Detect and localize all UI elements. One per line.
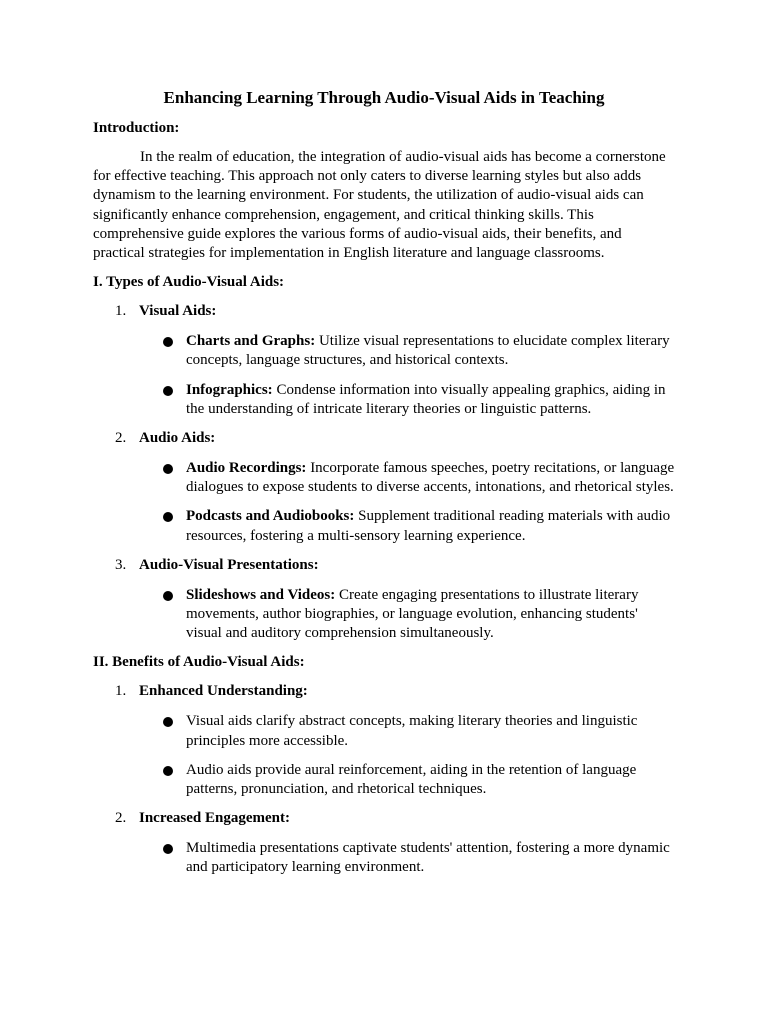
bullet-icon	[163, 591, 173, 601]
bullet-icon	[163, 337, 173, 347]
bullet-item	[139, 507, 675, 545]
bullet-title: Slideshows and Videos:	[186, 586, 336, 603]
document-title: Enhancing Learning Through Audio-Visual Aids in Teaching	[163, 88, 605, 107]
list-item-heading: Audio Aids:	[139, 430, 216, 447]
bullet-title: Podcasts and Audiobooks:	[186, 508, 355, 525]
bullet-icon	[163, 464, 173, 474]
bullet-icon	[163, 386, 173, 396]
bullet-list	[139, 839, 675, 877]
bullet-text: Multimedia presentations captivate students' attention, fostering a more dynamic and participatory learning environment.	[186, 840, 670, 876]
bullet-item	[139, 586, 675, 644]
bullet-text: Audio aids provide aural reinforcement, aiding in the retention of language patterns, pronunciation, and rhetorical techniques.	[186, 761, 637, 798]
bullet-text: Create engaging presentations to illustrate literary movements, author biographies, or language evolution, enhancing students' visual and auditory comprehension simultaneously.	[186, 586, 639, 642]
bullet-text: Condense information into visually appealing graphics, aiding in the understanding of intricate literary theories or linguistic patterns.	[186, 381, 666, 417]
intro-paragraph: In the realm of education, the integration of audio-visual aids has become a cornerstone for effective teaching. This approach not only caters to diverse learning styles but also adds dynamism to the learning environment. For students, the utilization of audio-visual aids can significantly enhance comprehension, engagement, and critical thinking skills. This comprehensive guide explores the various forms of audio-visual aids, their benefits, and practical strategies for implementation in English literature and language classrooms.	[93, 149, 666, 262]
bullet-list	[139, 586, 675, 644]
bullet-icon	[163, 844, 173, 854]
list-item-heading: Visual Aids:	[139, 303, 217, 320]
bullet-icon	[163, 512, 173, 522]
list-item-audio-aids	[93, 429, 675, 546]
list-item-visual-aids	[93, 302, 675, 419]
list-item-heading: Increased Engagement:	[139, 810, 290, 827]
bullet-text: Utilize visual representations to elucidate complex literary concepts, language structures, and historical contexts.	[186, 333, 670, 369]
bullet-text: Visual aids clarify abstract concepts, making literary theories and linguistic principles more accessible.	[186, 713, 638, 749]
bullet-icon	[163, 717, 173, 727]
bullet-item	[139, 839, 675, 877]
section-benefits	[93, 653, 675, 877]
list-number: 1.	[115, 303, 127, 320]
bullet-text: Incorporate famous speeches, poetry recitations, or language dialogues to expose students to diverse accents, intonations, and rhetorical styles.	[186, 460, 675, 496]
bullet-item	[139, 459, 675, 497]
bullet-item	[139, 381, 675, 419]
bullet-item	[139, 712, 675, 750]
bullet-title: Infographics:	[186, 381, 273, 398]
section-heading: I. Types of Audio-Visual Aids:	[93, 274, 285, 291]
list-item-av-presentations	[93, 556, 675, 644]
list-number: 2.	[115, 430, 127, 447]
list-number: 1.	[115, 683, 127, 700]
bullet-title: Charts and Graphs:	[186, 333, 316, 350]
bullet-list	[139, 332, 675, 419]
bullet-item	[139, 761, 675, 799]
list-number: 3.	[115, 556, 127, 573]
list-item-heading: Audio-Visual Presentations:	[139, 556, 319, 573]
list-item-increased-engagement	[93, 809, 675, 877]
list-number: 2.	[115, 810, 127, 827]
bullet-icon	[163, 766, 173, 776]
numbered-list	[93, 682, 675, 877]
list-item-heading: Enhanced Understanding:	[139, 683, 308, 700]
numbered-list	[93, 302, 675, 643]
intro-heading: Introduction:	[93, 120, 180, 136]
bullet-list	[139, 712, 675, 799]
bullet-item	[139, 332, 675, 370]
bullet-text: Supplement traditional reading materials with audio resources, fostering a multi-sensory learning experience.	[186, 508, 671, 544]
bullet-list	[139, 459, 675, 546]
section-heading: II. Benefits of Audio-Visual Aids:	[93, 654, 305, 671]
list-item-enhanced-understanding	[93, 682, 675, 799]
section-types	[93, 273, 675, 643]
bullet-title: Audio Recordings:	[186, 460, 307, 477]
